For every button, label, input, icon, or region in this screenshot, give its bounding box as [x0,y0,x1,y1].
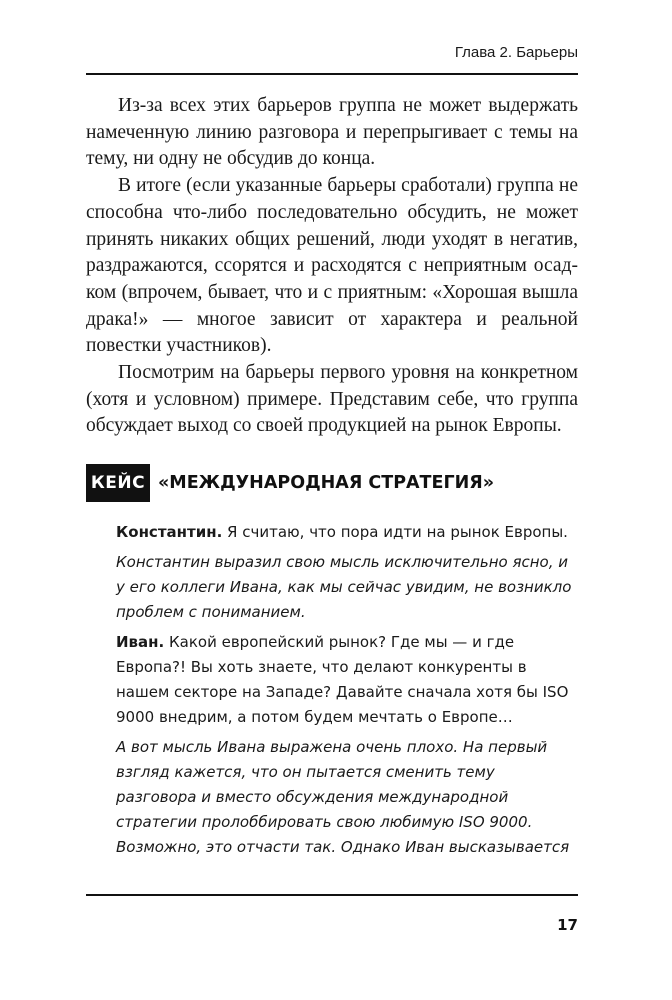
speaker-name: Константин. [116,523,223,541]
case-dialogue [116,520,578,865]
paragraph: Из-за всех этих барьеров группа не может выдержать намеченную линию разговора и перепрыгивает с темы на тему, ни одну не обсудив до конца. [86,95,578,170]
dialogue-line [116,520,578,545]
page-number: 17 [557,916,578,934]
speaker-text: Какой европейский рынок? Где мы — и где Европа?! Вы хоть знаете, что делают конкуренты в нашем секторе на Западе? Давайте сначала хотя бы ISO 9000 внедрим, а потом будем мечтать о Европе… [116,633,569,726]
paragraph: Посмотрим на барьеры первого уровня на конкретном (хотя и условном) примере. Представим себе, что группа обсуждает выход со своей продукцией на рынок Европы. [86,362,578,437]
speaker-name: Иван. [116,633,165,651]
case-heading [86,464,578,502]
speaker-text: Я считаю, что пора идти на рынок Европы. [222,523,568,541]
footer-rule [86,894,578,896]
case-label-badge: КЕЙС [86,464,150,502]
author-comment: А вот мысль Ивана выражена очень плохо. На первый взгляд кажется, что он пытается сменить тему разговора и вместо обсуждения международной стратегии пролоббировать свою любимую ISO 9000. Возможно, это отчасти так. Однако Иван высказывается [116,738,570,856]
header-rule [86,73,578,75]
paragraph: В итоге (если указанные барьеры сработали) группа не способна что-либо последовательно обсудить, не может принять никаких общих решений, люди уходят в негатив, раздражаются, ссорятся и расходятся с неприятным осадком (впрочем, бывает, что и с приятным: «Хорошая вышла драка!» — многое зависит от характера и реальной повестки участников). [86,175,578,357]
case-title: «МЕЖДУНАРОДНАЯ СТРАТЕГИЯ» [158,473,495,493]
running-header: Глава 2. Барьеры [454,44,578,61]
dialogue-line [116,630,578,730]
author-comment: Константин выразил свою мысль исключительно ясно, и у его коллеги Ивана, как мы сейчас увидим, не возникло проблем с пониманием. [116,553,572,621]
body-text [86,93,578,440]
